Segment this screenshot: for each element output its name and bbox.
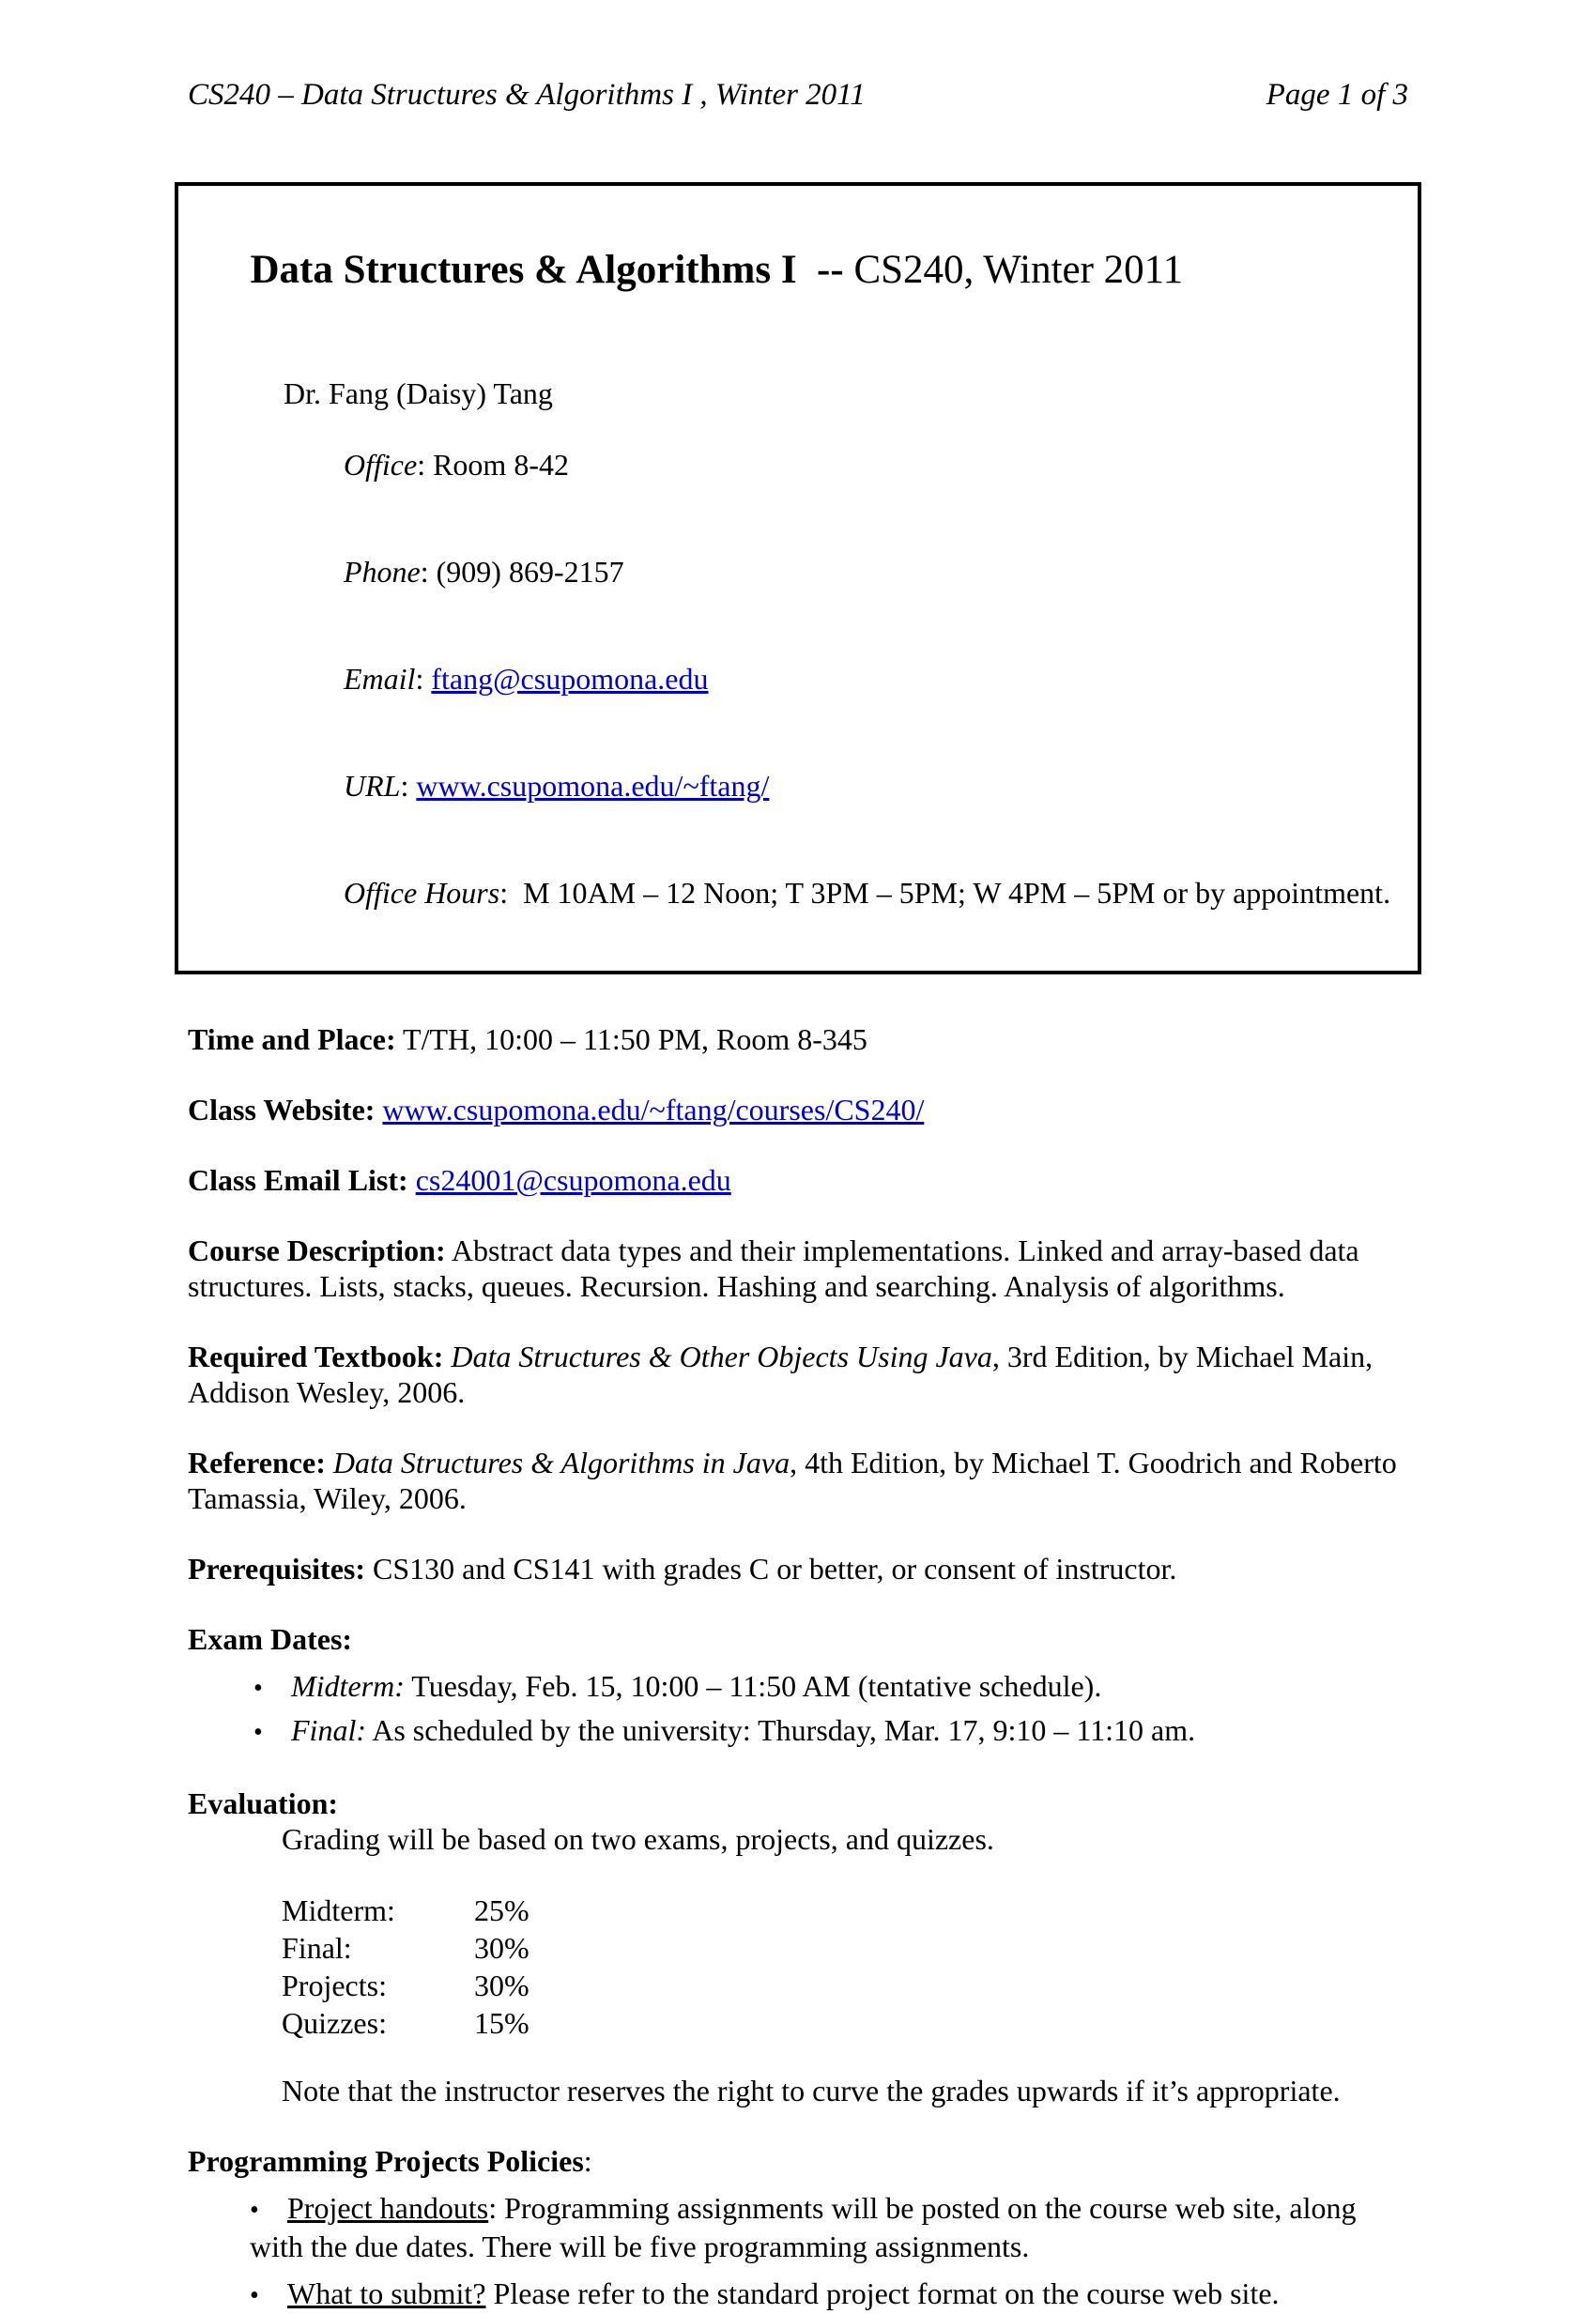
- running-header: [188, 77, 1408, 113]
- header-course-title: CS240 – Data Structures & Algorithms I , Winter 2011: [188, 78, 866, 112]
- evaluation-heading: Evaluation:: [188, 1786, 339, 1820]
- grade-row-midterm: [282, 1892, 1408, 1929]
- grade-value: 25%: [474, 1893, 529, 1927]
- time-and-place-section: [188, 1021, 1408, 1057]
- grade-breakdown-table: [282, 1892, 1408, 2042]
- bullet-icon: •: [253, 1674, 263, 1703]
- office-row: [284, 411, 1403, 518]
- email-row: [284, 625, 1403, 732]
- class-website-label: Class Website:: [188, 1093, 376, 1126]
- office-hours-row: [284, 839, 1403, 946]
- grade-label: Final:: [282, 1931, 352, 1965]
- projects-policies-heading-colon: :: [583, 2144, 592, 2178]
- instructor-contact-block: [284, 375, 1403, 946]
- phone-row: [284, 518, 1403, 625]
- prerequisites-label: Prerequisites:: [188, 1552, 365, 1586]
- instructor-name: Dr. Fang (Daisy) Tang: [284, 376, 553, 410]
- what-to-submit-label: What to submit?: [287, 2276, 486, 2310]
- evaluation-note: Note that the instructor reserves the right to curve the grades upwards if it’s appropriate.: [282, 2074, 1341, 2107]
- url-label: URL: [344, 769, 401, 803]
- project-handouts-text: : Programming assignments will be posted on the course web site, along with the due dates. There will be five programming assignments.: [250, 2191, 1364, 2263]
- email-label: Email: [344, 662, 416, 696]
- projects-policies-heading: [188, 2143, 1408, 2179]
- email-colon: :: [415, 662, 432, 696]
- project-handouts-item: [250, 2190, 1408, 2264]
- course-description-label: Course Description:: [188, 1234, 446, 1267]
- class-email-sep: [408, 1163, 416, 1197]
- office-hours-label: Office Hours: [344, 876, 500, 910]
- reference-text: , 4th Edition, by Michael T. Goodrich and Roberto Tamassia, Wiley, 2006.: [188, 1446, 1404, 1515]
- grade-label: Projects:: [282, 1969, 387, 2002]
- exam-dates-section: [188, 1621, 1408, 1751]
- projects-policies-heading-text: Programming Projects Policies: [188, 2144, 584, 2178]
- grade-value: 30%: [474, 1931, 529, 1965]
- midterm-exam-text: Tuesday, Feb. 15, 10:00 – 11:50 AM (tentative schedule).: [404, 1669, 1102, 1703]
- reference-title: Data Structures & Algorithms in Java: [325, 1446, 790, 1479]
- what-to-submit-item: [250, 2276, 1408, 2314]
- grade-label: Quizzes:: [282, 2006, 387, 2040]
- midterm-exam-item: [253, 1668, 1408, 1707]
- header-page-number: Page 1 of 3: [1266, 78, 1408, 112]
- class-email-section: [188, 1162, 1408, 1198]
- required-textbook-title: Data Structures & Other Objects Using Java: [443, 1340, 992, 1373]
- required-textbook-text: , 3rd Edition, by Michael Main, Addison Wesley, 2006.: [188, 1340, 1379, 1409]
- class-website-link[interactable]: www.csupomona.edu/~ftang/courses/CS240/: [382, 1093, 925, 1126]
- bullet-icon: •: [250, 2196, 259, 2225]
- projects-policies-list: [188, 2190, 1408, 2314]
- bullet-icon: •: [250, 2281, 259, 2310]
- course-description-section: [188, 1233, 1408, 1304]
- grade-value: 30%: [474, 1969, 529, 2002]
- url-colon: :: [400, 769, 417, 803]
- url-row: [284, 732, 1403, 839]
- course-description-text: Abstract data types and their implementations. Linked and array-based data structures. Lists, stacks, queues. Recursion. Hashing and searching. Analysis of algorithms.: [188, 1234, 1367, 1303]
- class-website-section: [188, 1092, 1408, 1127]
- required-textbook-section: [188, 1339, 1408, 1410]
- exam-dates-heading: Exam Dates:: [188, 1622, 353, 1656]
- email-link[interactable]: ftang@csupomona.edu: [431, 662, 709, 696]
- grade-row-quizzes: [282, 2004, 1408, 2042]
- office-hours-value: : M 10AM – 12 Noon; T 3PM – 5PM; W 4PM – 5PM or by appointment.: [499, 876, 1391, 910]
- prerequisites-section: [188, 1551, 1408, 1586]
- final-exam-label: Final:: [291, 1713, 366, 1747]
- project-handouts-label: Project handouts: [287, 2191, 489, 2225]
- office-value: : Room 8-42: [417, 448, 569, 482]
- final-exam-item: [253, 1712, 1408, 1751]
- grade-label: Midterm:: [282, 1893, 395, 1927]
- course-info-box: [175, 182, 1421, 974]
- time-and-place-label: Time and Place:: [188, 1022, 396, 1056]
- what-to-submit-text: Please refer to the standard project format on the course web site.: [485, 2276, 1280, 2310]
- time-and-place-value: T/TH, 10:00 – 11:50 PM, Room 8-345: [395, 1022, 867, 1056]
- reference-section: [188, 1445, 1408, 1516]
- office-label: Office: [344, 448, 418, 482]
- midterm-exam-label: Midterm:: [291, 1669, 405, 1703]
- grade-value: 15%: [474, 2006, 529, 2040]
- exam-dates-list: [188, 1668, 1408, 1751]
- required-textbook-label: Required Textbook:: [188, 1340, 444, 1373]
- course-title: [190, 197, 1403, 344]
- reference-label: Reference:: [188, 1446, 326, 1479]
- course-title-sub: CS240, Winter 2011: [843, 248, 1184, 292]
- final-exam-text: As scheduled by the university: Thursday, Mar. 17, 9:10 – 11:10 am.: [365, 1713, 1196, 1747]
- grade-row-projects: [282, 1967, 1408, 2004]
- prerequisites-text: CS130 and CS141 with grades C or better, or consent of instructor.: [365, 1552, 1177, 1586]
- phone-value: : (909) 869-2157: [420, 555, 624, 589]
- bullet-icon: •: [253, 1718, 263, 1747]
- evaluation-section: [188, 1785, 1408, 2108]
- phone-label: Phone: [344, 555, 421, 589]
- grade-row-final: [282, 1929, 1408, 1967]
- homepage-link[interactable]: www.csupomona.edu/~ftang/: [416, 769, 770, 803]
- course-title-main: Data Structures & Algorithms I --: [250, 248, 844, 292]
- projects-policies-section: [188, 2143, 1408, 2314]
- class-email-link[interactable]: cs24001@csupomona.edu: [415, 1163, 731, 1197]
- class-email-label: Class Email List:: [188, 1163, 408, 1197]
- evaluation-intro: Grading will be based on two exams, projects, and quizzes.: [282, 1822, 994, 1856]
